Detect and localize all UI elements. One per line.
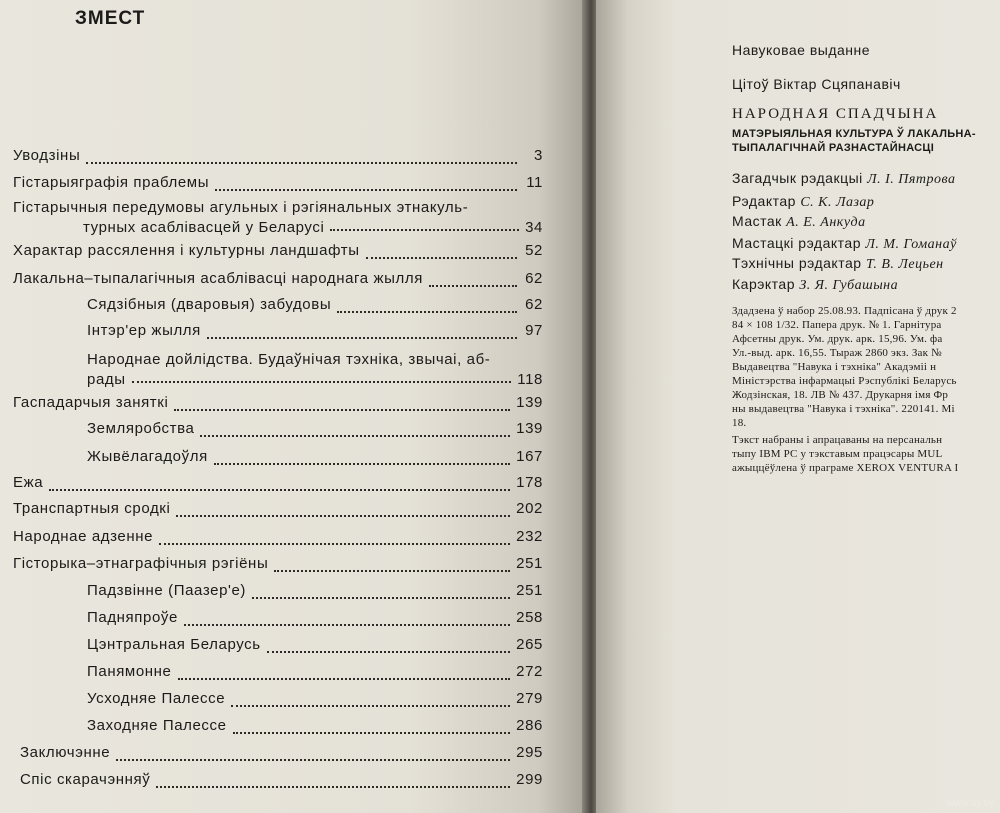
credit-line xyxy=(732,276,898,294)
toc-entry-page: 178 xyxy=(516,474,543,491)
toc-entry xyxy=(13,242,543,264)
toc-entry xyxy=(13,394,543,416)
typeset-info-line: Тэкст набраны і апрацаваны на персанальн xyxy=(732,434,943,446)
print-info-line: Жодзінская, 18. ЛВ № 437. Друкарня імя Фр xyxy=(732,389,949,401)
print-info-line: Ул.-выд. арк. 16,55. Тыраж 2860 экз. Зак № xyxy=(732,347,942,359)
leader-dots xyxy=(231,705,510,707)
leader-dots xyxy=(132,381,512,383)
toc-entry-label: Народнае дойлідства. Будаўнічая тэхніка, звычаі, аб- xyxy=(87,351,491,368)
toc-entry xyxy=(13,270,543,292)
toc-entry-page: 286 xyxy=(516,717,543,734)
print-info-line: Афсетны друк. Ум. друк. арк. 15,96. Ум. фа xyxy=(732,333,943,345)
toc-entry-page: 139 xyxy=(516,420,543,437)
toc-entry xyxy=(87,351,543,388)
imprint-block xyxy=(732,0,1000,813)
toc-entry-label: Спіс скарачэнняў xyxy=(20,771,151,788)
edition-type: Навуковае выданне xyxy=(732,42,871,58)
credit-role: Мастацкі рэдактар xyxy=(732,235,861,251)
toc-entry-page: 52 xyxy=(525,242,543,259)
leader-dots xyxy=(49,489,510,491)
toc-entry-page: 265 xyxy=(516,636,543,653)
credit-role: Мастак xyxy=(732,213,782,229)
toc-entry-label: Сядзібныя (дваровыя) забудовы xyxy=(87,296,332,313)
leader-dots xyxy=(215,189,517,191)
leader-dots xyxy=(267,651,510,653)
toc-entry xyxy=(87,609,543,631)
toc-entry-label: Народнае адзенне xyxy=(13,528,154,545)
toc-entry xyxy=(13,555,543,577)
credit-name: Л. І. Пятрова xyxy=(867,172,956,187)
leader-dots xyxy=(337,311,517,313)
toc-entry xyxy=(13,500,543,522)
toc-entry-page: 279 xyxy=(516,690,543,707)
typeset-info-line: тыпу IBM PC у тэкставым працэсары MUL xyxy=(732,448,943,460)
leader-dots xyxy=(176,515,510,517)
toc-entry xyxy=(87,690,543,712)
toc-entry-page: 3 xyxy=(534,147,543,164)
credit-role: Рэдактар xyxy=(732,193,796,209)
book-subtitle: ТЫПАЛАГІЧНАЙ РАЗНАСТАЙНАСЦІ xyxy=(732,142,935,154)
toc-entry-label: Гісторыка–этнаграфічныя рэгіёны xyxy=(13,555,269,572)
toc-entry-page: 251 xyxy=(516,582,543,599)
toc-entry xyxy=(13,174,543,196)
toc-title: ЗМЕСТ xyxy=(75,8,146,29)
toc-entry-label: Уводзіны xyxy=(13,147,81,164)
credit-name: С. К. Лазар xyxy=(800,195,875,210)
typeset-info-line: ажыццёўлена ў праграме XEROX VENTURA I xyxy=(732,462,959,474)
toc-entry-page: 299 xyxy=(516,771,543,788)
toc-entry-label-cont: турных асаблівасцей у Беларусі xyxy=(83,219,325,236)
toc-entry-page: 251 xyxy=(516,555,543,572)
leader-dots xyxy=(207,337,517,339)
toc-entry-page: 295 xyxy=(516,744,543,761)
toc-entry xyxy=(13,147,543,169)
leader-dots xyxy=(86,162,517,164)
print-info-line: 84 × 108 1/32. Папера друк. № 1. Гарнітура xyxy=(732,319,942,331)
credit-line xyxy=(732,213,866,231)
credit-name: Т. В. Лецьен xyxy=(865,257,944,272)
toc-entry-label: Усходняе Палессе xyxy=(87,690,226,707)
credit-role: Загадчык рэдакцыі xyxy=(732,170,863,186)
toc-entry-page: 139 xyxy=(516,394,543,411)
leader-dots xyxy=(214,463,510,465)
toc-entry-label: Інтэр'ер жылля xyxy=(87,322,201,339)
toc-entry-page: 118 xyxy=(517,371,543,388)
leader-dots xyxy=(116,759,510,761)
leader-dots xyxy=(252,597,510,599)
toc-entry-label: Лакальна–тыпалагічныя асаблівасці народнага жылля xyxy=(13,270,423,287)
toc-entry xyxy=(87,717,543,739)
toc-entry xyxy=(13,528,543,550)
leader-dots xyxy=(429,285,517,287)
toc-entry-page: 34 xyxy=(525,219,543,236)
toc-entry-page: 11 xyxy=(526,174,543,191)
print-info-line: 18. xyxy=(732,417,747,429)
toc-entry-label-cont: рады xyxy=(87,371,126,388)
toc-entry xyxy=(87,636,543,658)
toc-entry xyxy=(13,474,543,496)
toc-entry-label: Гістарычныя передумовы агульных і рэгіянальных этнакуль- xyxy=(13,199,469,216)
leader-dots xyxy=(200,435,510,437)
toc-entry-page: 232 xyxy=(516,528,543,545)
leader-dots xyxy=(174,409,510,411)
toc-entry xyxy=(13,199,543,236)
leader-dots xyxy=(156,786,510,788)
leader-dots xyxy=(274,570,510,572)
credit-name: З. Я. Губашына xyxy=(799,278,899,293)
toc-entry xyxy=(87,663,543,685)
toc-entry-page: 97 xyxy=(525,322,543,339)
credit-role: Тэхнічны рэдактар xyxy=(732,255,862,271)
print-info-line: ны выдавецтва "Навука і тэхніка". 220141. Мі xyxy=(732,403,955,415)
toc-entry-label: Гістарыяграфія праблемы xyxy=(13,174,210,191)
credit-line xyxy=(732,255,944,273)
toc-entry-label: Падзвінне (Паазер'е) xyxy=(87,582,247,599)
toc-entry-label: Заходняе Палессе xyxy=(87,717,227,734)
credit-line xyxy=(732,235,957,253)
toc-entry xyxy=(87,582,543,604)
book-title: НАРОДНАЯ СПАДЧЫНА xyxy=(732,106,939,122)
toc-entry-label: Транспартныя сродкі xyxy=(13,500,171,517)
toc-entry xyxy=(87,296,543,318)
toc-entry xyxy=(20,771,543,793)
watermark: www.ay.by xyxy=(946,798,994,809)
toc-entry xyxy=(87,420,543,442)
credit-name: А. Е. Анкуда xyxy=(786,215,866,230)
toc-entry-label: Жывёлагадоўля xyxy=(87,448,208,465)
leader-dots xyxy=(330,229,519,231)
toc-entry-label: Характар рассялення і культурны ландшафты xyxy=(13,242,360,259)
credit-line xyxy=(732,193,874,211)
print-info-line: Здадзена ў набор 25.08.93. Падпісана ў друк 2 xyxy=(732,305,957,317)
toc-entry-page: 62 xyxy=(525,270,543,287)
print-info-line: Міністэрства інфармацыі Рэспублікі Беларусь xyxy=(732,375,957,387)
toc-entry-page: 272 xyxy=(516,663,543,680)
credit-name: Л. М. Гоманаў xyxy=(865,237,957,252)
toc-entry-label: Цэнтральная Беларусь xyxy=(87,636,261,653)
toc-entry-label: Гаспадарчыя заняткі xyxy=(13,394,169,411)
leader-dots xyxy=(366,257,517,259)
toc-entry-label: Земляробства xyxy=(87,420,195,437)
leader-dots xyxy=(184,624,510,626)
toc-entry xyxy=(20,744,543,766)
toc-entry-label: Заключэнне xyxy=(20,744,111,761)
toc-entry-label: Ежа xyxy=(13,474,44,491)
author-name: Цітоў Віктар Сцяпанавіч xyxy=(732,76,901,92)
toc-entry-label: Панямонне xyxy=(87,663,172,680)
leader-dots xyxy=(178,678,511,680)
print-info-line: Выдавецтва "Навука і тэхніка" Акадэміі н xyxy=(732,361,937,373)
book-subtitle: МАТЭРЫЯЛЬНАЯ КУЛЬТУРА Ў ЛАКАЛЬНА- xyxy=(732,128,976,140)
credit-line xyxy=(732,170,956,188)
toc-entry xyxy=(87,448,543,470)
toc-entry-page: 258 xyxy=(516,609,543,626)
leader-dots xyxy=(159,543,510,545)
toc-entry-label: Падняпроўе xyxy=(87,609,178,626)
toc-entry xyxy=(87,322,543,344)
leader-dots xyxy=(233,732,511,734)
credit-role: Карэктар xyxy=(732,276,795,292)
toc-entry-page: 167 xyxy=(516,448,543,465)
toc-entry-page: 202 xyxy=(516,500,543,517)
toc-entry-page: 62 xyxy=(525,296,543,313)
